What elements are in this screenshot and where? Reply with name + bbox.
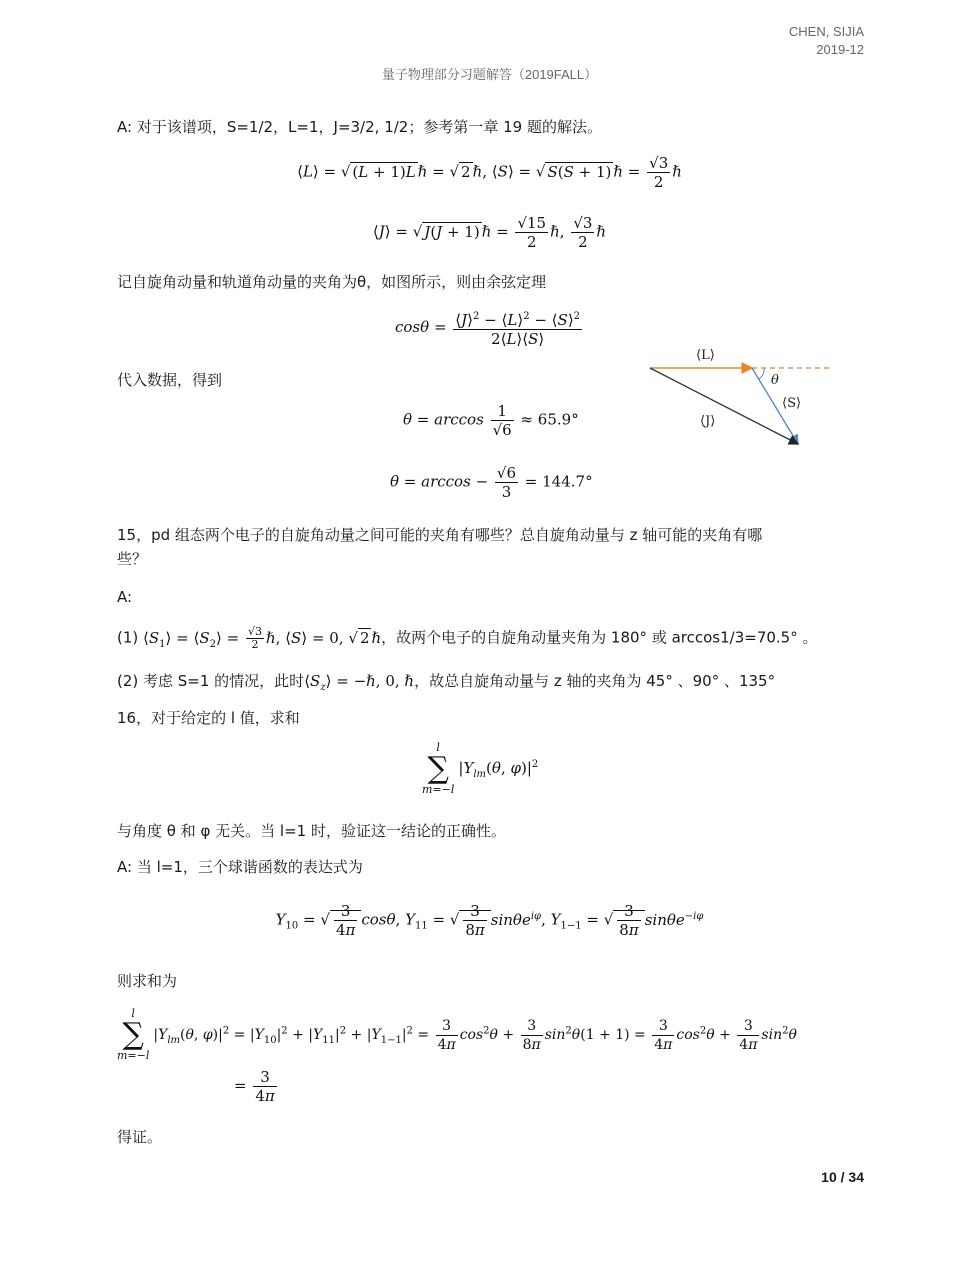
equation-sum-result: l ∑ m=−l $|Y_{lm}(\theta$, $\varphi)|^2 = |Y_{10}|^2 + |Y_{11}|^2 + |Y_{1-1}|^2$ = $\frac{3}{4\pi}$ $\cos^2\theta$ + $\frac{3}{8\pi}$ $\sin^2\theta(1 + 1)$ = $\frac{3}{4\pi}$ $\cos^2\theta$ + $\frac{3}{4\pi}$ $\sin^2\theta$ [117,1007,797,1062]
result-2: = 144.7° [524,472,593,491]
label-S: ⟨S⟩ [782,396,802,411]
label-L: ⟨L⟩ [696,348,715,363]
q15-part2: (2) 考虑 S=1 的情况，此时$⟨S_z⟩$ = −ℏ, 0, ℏ，故总自旋角动量与 z 轴的夹角为 45° 、90° 、135° [117,672,776,693]
header-date: 2019-12 [816,42,864,57]
q15-question-line2: 些？ [117,550,148,568]
q15-question-line1: 15，pd 组态两个电子的自旋角动量之间可能的夹角有哪些？总自旋角动量与 z 轴可能的夹角有哪 [117,526,763,544]
q15-part2-suffix: ，故总自旋角动量与 z 轴的夹角为 45° 、90° 、135° [414,672,776,690]
q14-angle-text: 记自旋角动量和轨道角动量的夹角为θ，如图所示，则由余弦定理 [117,273,547,291]
label-theta: θ [771,373,779,388]
q16-statement: 与角度 θ 和 φ 无关。当 l=1 时，验证这一结论的正确性。 [117,822,506,840]
equation-final: = $\frac{3}{4\pi}$ [234,1068,275,1105]
q16-answer-intro: A: 当 l=1，三个球谐函数的表达式为 [117,858,363,876]
equation-sum: l ∑ m=−l $|Y_{lm}(\theta$, $\varphi)|^2$ [422,741,539,796]
equation-J: ⟨J⟩ = √ J(J + 1) ℏ = $\frac{√15}{2}$ ℏ, $\frac{√3}{2}$ ℏ [372,214,607,251]
q15-part1: (1) $⟨S_1⟩$ = $⟨S_2⟩$ = $\frac{√3}{2}$ ℏ, ⟨S⟩ = 0, √ 2 ℏ，故两个电子的自旋角动量夹角为 180° 或 arccos1/3=70.5° 。 [117,625,818,651]
equation-L-S: ⟨L⟩ = √ (L + 1)L ℏ = √ 2 ℏ, ⟨S⟩ = √ S(S + 1) ℏ = $\frac{√3}{2}$ ℏ [297,154,682,191]
equation-theta1: θ = arccos $\frac{1}{√6}$ ≈ 65.9° [403,402,579,439]
q16-question: 16，对于给定的 l 值，求和 [117,709,300,727]
header-title: 量子物理部分习题解答（2019FALL） [381,67,598,82]
vector-diagram [640,340,840,455]
label-J: ⟨J⟩ [700,414,716,429]
q15-answer-label: A: [117,588,133,606]
angle-arc [759,368,764,379]
q15-part1-suffix: ，故两个电子的自旋角动量夹角为 180° 或 arccos1/3=70.5° 。 [381,628,818,647]
q15-part2-prefix: (2) 考虑 S=1 的情况，此时 [117,672,305,690]
equation-theta2: θ = arccos − $\frac{√6}{3}$ = 144.7° [390,464,593,501]
equation-harmonics: $Y_{10}$ = √ $\frac{3}{4\pi}$ cosθ, $Y_{11}$ = √ $\frac{3}{8\pi}$ sinθe$^{i\varphi}$, $Y_{1-1}$ = √ $\frac{3}{8\pi}$ sinθe$^{-i\varphi}$ [275,902,704,939]
q16-sum-text: 则求和为 [117,972,178,990]
q16-conclusion: 得证。 [117,1128,163,1146]
equation-cos: cosθ = $\frac{⟨J⟩^2 - ⟨L⟩^2 - ⟨S⟩^2}{2⟨L⟩⟨S⟩}$ [395,308,584,348]
header-author: CHEN, SIJIA [788,24,864,39]
q14-subst-text: 代入数据，得到 [117,371,223,389]
q14-answer-intro: A: 对于该谱项，S=1/2，L=1，J=3/2, 1/2；参考第一章 19 题的解法。 [117,118,602,136]
page-number: 10 / 34 [821,1169,864,1185]
result-1: ≈ 65.9° [520,410,579,429]
